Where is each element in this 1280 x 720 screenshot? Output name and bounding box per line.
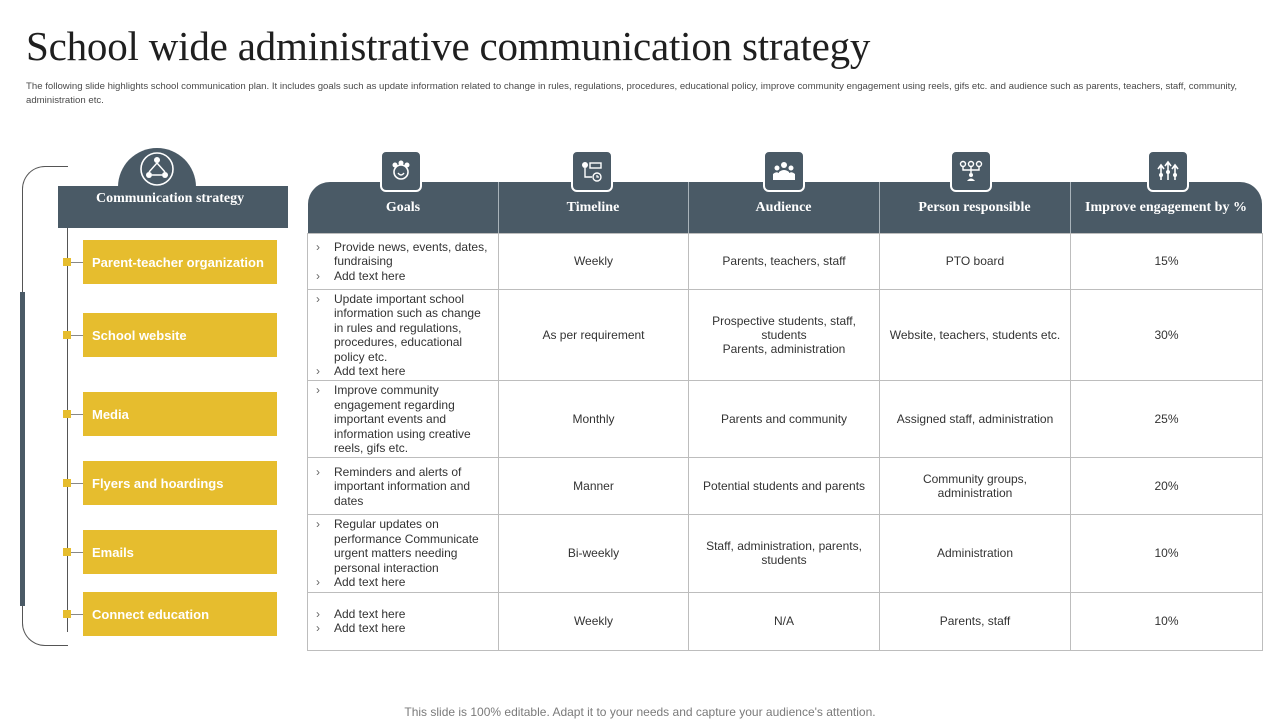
goals-cell xyxy=(308,381,499,458)
channel-connector xyxy=(71,552,83,553)
left-rail-bar xyxy=(20,292,25,606)
goals-cell xyxy=(308,458,499,515)
goal-item: › Add text here xyxy=(314,575,492,589)
channel-connector-line xyxy=(67,228,68,632)
channel-bullet xyxy=(63,410,71,418)
timeline-cell: Bi-weekly xyxy=(499,515,689,592)
channel-label: Flyers and hoardings xyxy=(92,475,224,491)
growth-arrows-icon xyxy=(1147,150,1189,192)
person-cell: PTO board xyxy=(880,234,1071,290)
audience-cell: Parents, teachers, staff xyxy=(689,234,880,290)
goal-item: › Reminders and alerts of important information and dates xyxy=(314,465,492,508)
channel-connector xyxy=(71,262,83,263)
goals-cell xyxy=(308,515,499,592)
channel-label: Parent-teacher organization xyxy=(92,254,264,270)
table-row xyxy=(308,234,1263,290)
header-improve-engagement: Improve engagement by % xyxy=(1085,200,1247,215)
timeline-cell: Weekly xyxy=(499,234,689,290)
engagement-cell: 25% xyxy=(1071,381,1263,458)
channel-bullet xyxy=(63,479,71,487)
channel-bullet xyxy=(63,610,71,618)
person-cell: Community groups, administration xyxy=(880,458,1071,515)
person-cell: Assigned staff, administration xyxy=(880,381,1071,458)
channel-item xyxy=(83,530,277,574)
person-cell: Parents, staff xyxy=(880,592,1071,650)
audience-cell: N/A xyxy=(689,592,880,650)
timeline-cell: Monthly xyxy=(499,381,689,458)
channel-connector xyxy=(71,483,83,484)
channel-label: Media xyxy=(92,406,129,422)
header-audience: Audience xyxy=(755,200,812,215)
engagement-cell: 30% xyxy=(1071,290,1263,381)
goals-cell xyxy=(308,234,499,290)
timeline-clock-icon xyxy=(571,150,613,192)
channel-bullet xyxy=(63,331,71,339)
footer-note: This slide is 100% editable. Adapt it to your needs and capture your audience's attention. xyxy=(404,705,876,719)
goal-item: › Improve community engagement regarding important events and information using creative reels, gifs etc. xyxy=(314,383,492,455)
goal-item: › Add text here xyxy=(314,607,492,621)
engagement-cell: 15% xyxy=(1071,234,1263,290)
channel-label: Connect education xyxy=(92,606,210,622)
channel-item xyxy=(83,392,277,436)
goal-item: › Add text here xyxy=(314,621,492,635)
engagement-cell: 10% xyxy=(1071,592,1263,650)
table-row xyxy=(308,592,1263,650)
channel-item xyxy=(83,592,277,636)
timeline-cell: As per requirement xyxy=(499,290,689,381)
channel-label: Emails xyxy=(92,544,134,560)
engagement-cell: 10% xyxy=(1071,515,1263,592)
audience-cell: Potential students and parents xyxy=(689,458,880,515)
goal-item: › Update important school information such as change in rules and regulations, procedures, educational policy etc. xyxy=(314,292,492,364)
table-row xyxy=(308,290,1263,381)
channel-item xyxy=(83,313,277,357)
header-person-responsible: Person responsible xyxy=(918,200,1031,215)
channel-connector xyxy=(71,614,83,615)
channel-item xyxy=(83,240,277,284)
brainstorm-icon xyxy=(380,150,422,192)
strategy-table xyxy=(307,233,1263,651)
communication-strategy-label: Communication strategy xyxy=(96,191,245,206)
goal-item: › Add text here xyxy=(314,364,492,378)
goal-item: › Add text here xyxy=(314,269,492,283)
table-row xyxy=(308,381,1263,458)
page-subtitle: The following slide highlights school communication plan. It includes goals such as update information related to change in rules, regulations, procedures, educational policy, improve community engagement using reels, gifs etc. and audience such as parents, teachers, staff, community, administration etc. xyxy=(26,81,1238,106)
strategy-chess-icon xyxy=(138,150,176,188)
left-rail-outline xyxy=(22,166,68,646)
channel-item xyxy=(83,461,277,505)
person-cell: Administration xyxy=(880,515,1071,592)
goals-cell xyxy=(308,290,499,381)
header-goals: Goals xyxy=(385,200,421,215)
channel-label: School website xyxy=(92,327,187,343)
goal-item: › Regular updates on performance Communicate urgent matters needing personal interaction xyxy=(314,517,492,575)
audience-group-icon xyxy=(763,150,805,192)
person-cell: Website, teachers, students etc. xyxy=(880,290,1071,381)
communication-strategy-header xyxy=(58,186,288,228)
page-title: School wide administrative communication strategy xyxy=(26,23,871,69)
table-row xyxy=(308,458,1263,515)
header-timeline: Timeline xyxy=(566,200,620,215)
engagement-cell: 20% xyxy=(1071,458,1263,515)
channel-bullet xyxy=(63,548,71,556)
audience-cell: Parents and community xyxy=(689,381,880,458)
channel-connector xyxy=(71,335,83,336)
timeline-cell: Manner xyxy=(499,458,689,515)
channel-bullet xyxy=(63,258,71,266)
goal-item: › Provide news, events, dates, fundraising xyxy=(314,240,492,269)
audience-cell: Prospective students, staff, students Parents, administration xyxy=(689,290,880,381)
goals-cell xyxy=(308,592,499,650)
table-row xyxy=(308,515,1263,592)
timeline-cell: Weekly xyxy=(499,592,689,650)
hierarchy-person-icon xyxy=(950,150,992,192)
channel-connector xyxy=(71,414,83,415)
audience-cell: Staff, administration, parents, students xyxy=(689,515,880,592)
